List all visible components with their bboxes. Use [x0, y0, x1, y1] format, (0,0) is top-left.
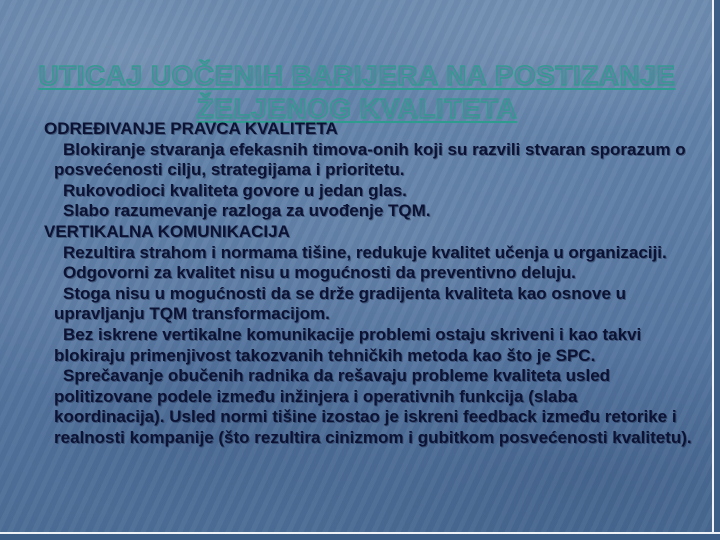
- slide-title: [30, 59, 684, 125]
- slide-title-line-1: UTICAJ UOČENIH BARIJERA NA POSTIZANJE: [38, 59, 676, 91]
- body-text: [44, 119, 692, 449]
- bullet-item: Rukovodioci kvaliteta govore u jedan glas.: [63, 180, 407, 200]
- slide-title-line-2: ŽELJENOG KVALITETA: [196, 92, 518, 124]
- bullet-item: Slabo razumevanje razloga za uvođenje TQM.: [63, 201, 431, 221]
- bullet-item: Sprečavanje obučenih radnika da rešavaju probleme kvaliteta usled politizovane podele između inžinjera i operativnih funkcija (slaba koordinacija). Usled normi tišine izostao je iskreni feedback između retorike i realnosti kompanije (što rezultira cinizmom i gubitkom posvećenosti kvalitetu).: [54, 366, 692, 447]
- bullet-item: Rezultira strahom i normama tišine, redukuje kvalitet učenja u organizaciji.: [63, 242, 667, 262]
- section-heading: ODREĐIVANJE PRAVCA KVALITETA: [44, 119, 338, 138]
- bullet-item: Odgovorni za kvalitet nisu u mogućnosti da preventivno deluju.: [63, 263, 576, 283]
- section-heading: VERTIKALNA KOMUNIKACIJA: [44, 221, 290, 241]
- bullet-item: Blokiranje stvaranja efekasnih timova-onih koji su razvili stvaran sporazum o posvećenosti cilju, strategijama i prioritetu.: [54, 139, 686, 180]
- bullet-item: Bez iskrene vertikalne komunikacije problemi ostaju skriveni i kao takvi blokiraju primenjivost takozvanih tehničkih metoda kao što je SPC.: [54, 324, 642, 365]
- frame-right-dark-strip: [714, 0, 720, 540]
- frame-bottom-dark-strip: [0, 534, 720, 540]
- bullet-item: Stoga nisu u mogućnosti da se drže gradijenta kvaliteta kao osnove u upravljanju TQM transformacijom.: [54, 283, 627, 324]
